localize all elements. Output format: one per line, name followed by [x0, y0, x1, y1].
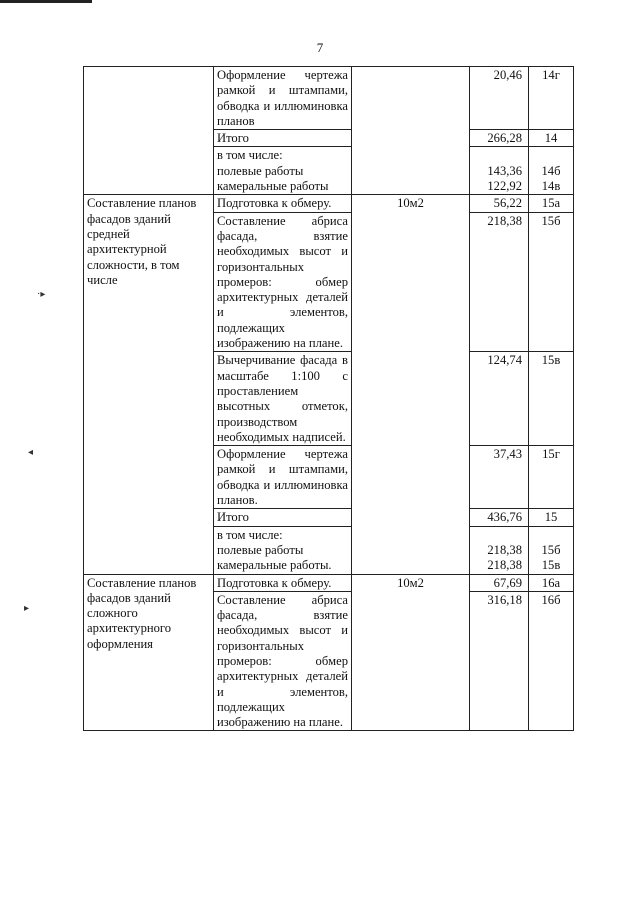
unit-cell: 10м2 [352, 574, 470, 731]
code-cell: 15г [529, 446, 574, 509]
code-cell: 15а [529, 195, 574, 212]
code-cell: 14б 14в [529, 147, 574, 195]
operation-cell: Составление абриса фасада, взятие необходимых высот и горизонтальных промеров: обмер архитектурных деталей и элементов, подлежащих изображению на плане. [214, 591, 352, 731]
operation-cell: Вычерчивание фасада в масштабе 1:100 с проставлением высотных отметок, производством необходимых надписей. [214, 352, 352, 446]
top-edge-line [0, 0, 92, 3]
value-cell: 316,18 [470, 591, 529, 731]
value-cell: 436,76 [470, 509, 529, 526]
scan-mark: ·▸ [37, 289, 46, 300]
value-cell: 37,43 [470, 446, 529, 509]
page-number: 7 [316, 40, 324, 55]
value-cell: 124,74 [470, 352, 529, 446]
code-cell: 16б [529, 591, 574, 731]
value-cell: 143,36 122,92 [470, 147, 529, 195]
code-cell: 14г [529, 67, 574, 130]
unit-cell: 10м2 [352, 195, 470, 574]
table-row [84, 195, 574, 212]
operation-cell: Подготовка к обмеру. [214, 574, 352, 591]
work-type-cell: Составление планов фасадов зданий средней архитектурной сложности, в том числе [84, 195, 214, 574]
operation-cell: Итого [214, 130, 352, 147]
work-type-cell [84, 67, 214, 195]
operation-cell: Подготовка к обмеру. [214, 195, 352, 212]
operation-cell: Оформление чертежа рамкой и штампами, обводка и иллюминовка планов. [214, 446, 352, 509]
code-cell: 16а [529, 574, 574, 591]
operation-cell: Составление абриса фасада, взятие необходимых высот и горизонтальных промеров: обмер архитектурных деталей и элементов, подлежащих изображению на плане. [214, 212, 352, 352]
code-cell: 15 [529, 509, 574, 526]
code-cell: 15в [529, 352, 574, 446]
code-cell: 15б 15в [529, 526, 574, 574]
operation-cell: Итого [214, 509, 352, 526]
operation-cell: в том числе: полевые работы камеральные работы. [214, 526, 352, 574]
table-row [84, 67, 574, 130]
value-cell: 56,22 [470, 195, 529, 212]
scan-mark: ▸ [24, 603, 30, 614]
scan-mark: ◂ [28, 447, 34, 458]
code-cell: 15б [529, 212, 574, 352]
operation-cell: Оформление чертежа рамкой и штампами, обводка и иллюминовка планов [214, 67, 352, 130]
value-cell: 218,38 [470, 212, 529, 352]
value-cell: 67,69 [470, 574, 529, 591]
operation-cell: в том числе: полевые работы камеральные работы [214, 147, 352, 195]
table-row [84, 574, 574, 591]
rates-table [83, 66, 574, 731]
value-cell: 218,38 218,38 [470, 526, 529, 574]
code-cell: 14 [529, 130, 574, 147]
work-type-cell: Составление планов фасадов зданий сложного архитектурного оформления [84, 574, 214, 731]
unit-cell [352, 67, 470, 195]
value-cell: 20,46 [470, 67, 529, 130]
value-cell: 266,28 [470, 130, 529, 147]
